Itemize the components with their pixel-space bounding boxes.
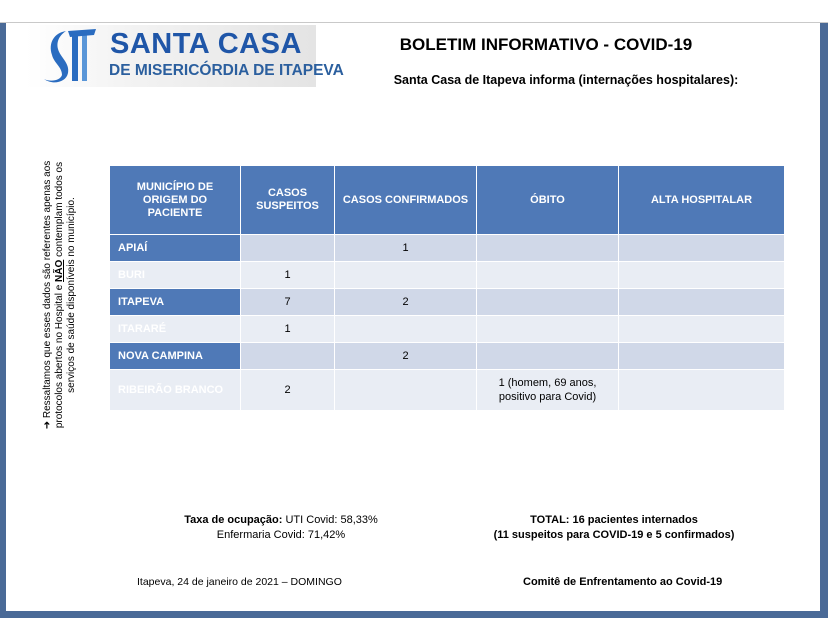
header-obito: ÓBITO (477, 166, 619, 235)
municipio-cell: RIBEIRÃO BRANCO (110, 370, 241, 411)
hospitalizations-table (109, 165, 785, 411)
suspeitos-cell: 1 (241, 316, 335, 343)
occupancy-rate (136, 513, 426, 543)
bulletin-subtitle: Santa Casa de Itapeva informa (internações hospitalares): (393, 73, 739, 87)
confirmados-cell (335, 316, 477, 343)
confirmados-cell: 2 (335, 343, 477, 370)
obito-cell (477, 235, 619, 262)
table-row (110, 289, 785, 316)
table-header-row (110, 166, 785, 235)
confirmados-cell: 1 (335, 235, 477, 262)
disclaimer-emphasis: NÃO (54, 259, 65, 282)
obito-cell (477, 262, 619, 289)
alta-cell (619, 343, 785, 370)
table-row (110, 316, 785, 343)
municipio-cell: APIAÍ (110, 235, 241, 262)
occupancy-label: Taxa de ocupação: (184, 514, 283, 526)
suspeitos-cell (241, 235, 335, 262)
total-summary (464, 513, 764, 543)
obito-cell (477, 289, 619, 316)
bulletin-title: BOLETIM INFORMATIVO - COVID-19 (399, 35, 693, 54)
table-row (110, 343, 785, 370)
header-confirmados: CASOS CONFIRMADOS (335, 166, 477, 235)
alta-cell (619, 235, 785, 262)
occupancy-uti: UTI Covid: 58,33% (285, 514, 378, 526)
suspeitos-cell: 1 (241, 262, 335, 289)
suspeitos-cell: 7 (241, 289, 335, 316)
header-suspeitos: CASOS SUSPEITOS (241, 166, 335, 235)
table-row (110, 262, 785, 289)
alta-cell (619, 316, 785, 343)
obito-cell (477, 343, 619, 370)
occupancy-uti-line (136, 513, 426, 528)
table-row (110, 370, 785, 411)
municipio-cell: BURI (110, 262, 241, 289)
suspeitos-cell: 2 (241, 370, 335, 411)
confirmados-cell: 2 (335, 289, 477, 316)
bulletin-slide (6, 23, 820, 611)
bulletin-date: Itapeva, 24 de janeiro de 2021 – DOMINGO (137, 576, 342, 588)
side-disclaimer (42, 145, 92, 445)
municipio-cell: ITAPEVA (110, 289, 241, 316)
santa-casa-logo (26, 25, 344, 87)
logo-subtitle: DE MISERICÓRDIA DE ITAPEVA (109, 62, 344, 79)
municipio-cell: NOVA CAMPINA (110, 343, 241, 370)
alta-cell (619, 370, 785, 411)
obito-cell (477, 316, 619, 343)
window-top-strip (0, 0, 828, 23)
disclaimer-part1: Ressaltamos que esses dados são referentes apenas aos protocolos abertos no Hospital e (42, 160, 65, 429)
obito-cell: 1 (homem, 69 anos, positivo para Covid) (477, 370, 619, 411)
occupancy-enfermaria: Enfermaria Covid: 71,42% (216, 529, 346, 541)
disclaimer-part2: contemplam todos os serviços de saúde disponíveis no município. (54, 161, 77, 393)
santa-casa-logo-icon (36, 27, 106, 85)
committee-signature: Comitê de Enfrentamento ao Covid-19 (523, 576, 723, 588)
suspeitos-cell (241, 343, 335, 370)
header-municipio: MUNICÍPIO DE ORIGEM DO PACIENTE (110, 166, 241, 235)
alta-cell (619, 289, 785, 316)
alta-cell (619, 262, 785, 289)
arrow-icon: ➜ (42, 420, 53, 430)
logo-title: SANTA CASA (110, 28, 302, 60)
table-row (110, 235, 785, 262)
header-alta: ALTA HOSPITALAR (619, 166, 785, 235)
municipio-cell: ITARARÉ (110, 316, 241, 343)
confirmados-cell (335, 262, 477, 289)
total-line: TOTAL: 16 pacientes internados (530, 514, 698, 526)
confirmados-cell (335, 370, 477, 411)
total-breakdown: (11 suspeitos para COVID-19 e 5 confirmados) (493, 529, 735, 541)
